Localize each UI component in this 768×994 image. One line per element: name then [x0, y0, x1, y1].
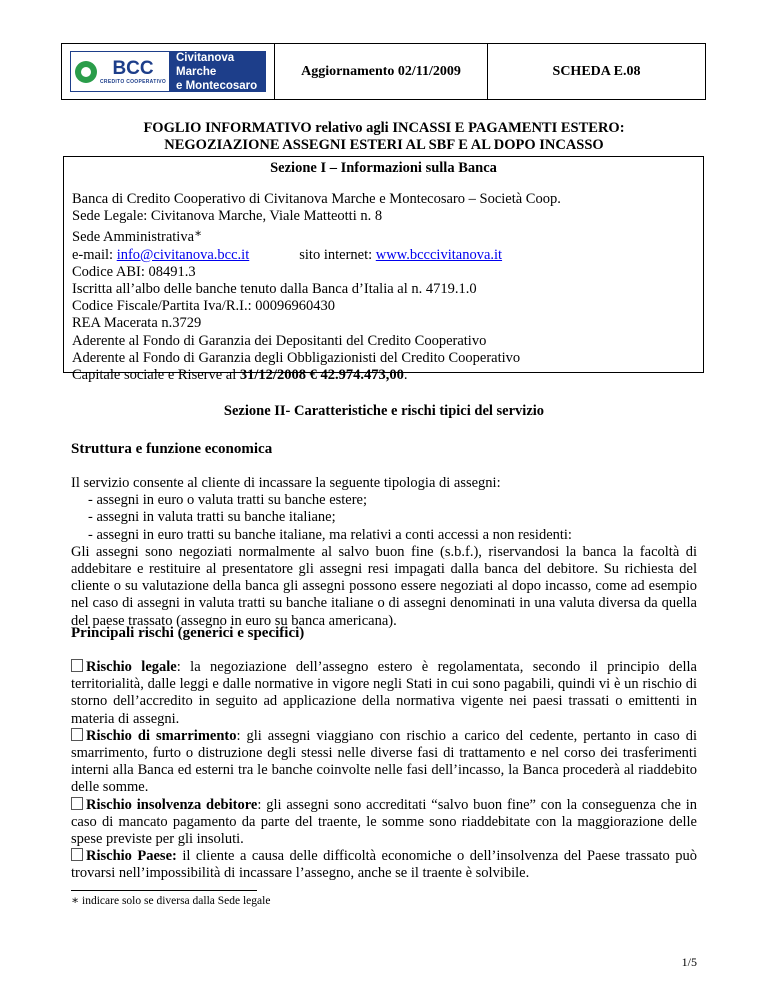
bcc-mark-icon — [75, 61, 97, 83]
logo-cell — [62, 44, 275, 100]
logo-tagline: CREDITO COOPERATIVO — [100, 78, 167, 85]
bcc-logo — [70, 51, 266, 92]
contacts-line: e-mail: info@civitanova.bcc.it sito internet: www.bcccivitanova.it — [72, 246, 503, 263]
risk-legal: Rischio legale: la negoziazione dell’assegno estero è regolamentata, secondo il principio della territorialità, dalle leggi e dalle normative in vigore negli Stati in cui sono pagabili, quindi vi è un rischio di storno dell’accredito in seguito ad applicazione della normativa vigente nei paesi trassati o emittenti in materia di assegni. — [71, 659, 697, 727]
guarantee-fund-depositors: Aderente al Fondo di Garanzia dei Depositanti del Credito Cooperativo — [72, 332, 487, 349]
body-text: Gli assegni sono negoziati normalmente al salvo buon fine (s.b.f.), riservandosi la banca la facoltà di addebitare e restituire al presentatore gli assegni resi impagati dalla banca del debitore. Su richiesta del cliente o su valutazione della banca gli assegni possono essere negoziati al dopo incasso, come ad esempio nel caso di assegni in valuta tratti su banche italiane o di assegni denominati in una valuta diversa da quella del paese trassato (assegno in euro su banca americana). — [71, 543, 697, 629]
email-link[interactable]: info@civitanova.bcc.it — [116, 246, 250, 263]
logo-bcc: BCC — [112, 57, 154, 79]
structure-text — [71, 475, 697, 630]
checkbox-icon — [71, 659, 83, 672]
checkbox-icon — [71, 848, 83, 861]
sheet-id: SCHEDA E.08 — [488, 44, 706, 100]
section2-title: Sezione II- Caratteristiche e rischi tipici del servizio — [223, 403, 545, 419]
bank-name: Banca di Credito Cooperativo di Civitanova Marche e Montecosaro – Società Coop. — [72, 191, 561, 207]
section1-title: Sezione I – Informazioni sulla Banca — [270, 160, 497, 176]
checkbox-icon — [71, 728, 83, 741]
bullet-3: - assegni in euro tratti su banche italiane, ma relativi a conti accessi a non residenti: — [88, 526, 572, 543]
admin-seat: Sede Amministrativa∗ — [72, 226, 203, 246]
abi-code: Codice ABI: 08491.3 — [72, 263, 196, 280]
albo-registration: Iscritta all’albo delle banche tenuto dalla Banca d’Italia al n. 4719.1.0 — [72, 281, 477, 298]
checkbox-icon — [71, 797, 83, 810]
legal-seat: Sede Legale: Civitanova Marche, Viale Matteotti n. 8 — [72, 208, 383, 225]
logo-line2: e Montecosaro — [176, 79, 258, 92]
bullet-1: - assegni in euro o valuta tratti su banche estere; — [88, 492, 368, 509]
risk-country: Rischio Paese: il cliente a causa delle difficoltà economiche o dell’insolvenza del Paese trassato può trovarsi nell’impossibilità di incassare l’assegno, anche se il traente è solvibile. — [71, 848, 697, 882]
rea-number: REA Macerata n.3729 — [72, 315, 202, 332]
bank-info-box — [63, 156, 704, 384]
risk-loss: Rischio di smarrimento: gli assegni viaggiano con rischio a carico del cedente, pertanto in caso di smarrimento, furto o distruzione degli stessi nelle diverse fasi di trattamento e nel corso dei trasferimenti interni alla Banca ed esterni tra le banche coinvolte nelle fasi dell’incasso, la Banca procederà al riaddebito delle somme. — [71, 727, 698, 796]
risks-list — [71, 659, 697, 883]
footnote: ∗ indicare solo se diversa dalla Sede legale — [71, 893, 271, 907]
header-table — [61, 43, 706, 100]
tax-code: Codice Fiscale/Partita Iva/R.I.: 00096960430 — [72, 298, 335, 315]
guarantee-fund-bondholders: Aderente al Fondo di Garanzia degli Obbligazionisti del Credito Cooperativo — [72, 349, 521, 366]
bullet-2: - assegni in valuta tratti su banche italiane; — [88, 509, 336, 526]
intro-text: Il servizio consente al cliente di incassare la seguente tipologia di assegni: — [71, 475, 501, 491]
doc-title-line2: NEGOZIAZIONE ASSEGNI ESTERI AL SBF E AL DOPO INCASSO — [164, 137, 604, 153]
website-link[interactable]: www.bcccivitanova.it — [375, 246, 503, 263]
capital-reserves: Capitale sociale e Riserve al 31/12/2008 € 42.974.473,00. — [72, 367, 408, 384]
doc-title-line1: FOGLIO INFORMATIVO relativo agli INCASSI E PAGAMENTI ESTERO: — [143, 120, 625, 136]
heading-risks: Principali rischi (generici e specifici) — [71, 625, 305, 641]
footnote-divider — [71, 890, 257, 891]
page-number: 1/5 — [681, 955, 697, 969]
heading-structure: Struttura e funzione economica — [71, 441, 273, 457]
update-date: Aggiornamento 02/11/2009 — [275, 44, 488, 100]
risk-insolvency: Rischio insolvenza debitore: gli assegni sono accreditati “salvo buon fine” con la conseguenza che in caso di mancato pagamento da parte del traente, le somme sono riaddebitate con la maggiorazione delle spese previste per gli insoluti. — [71, 796, 697, 848]
logo-line1: Civitanova Marche — [176, 51, 235, 78]
